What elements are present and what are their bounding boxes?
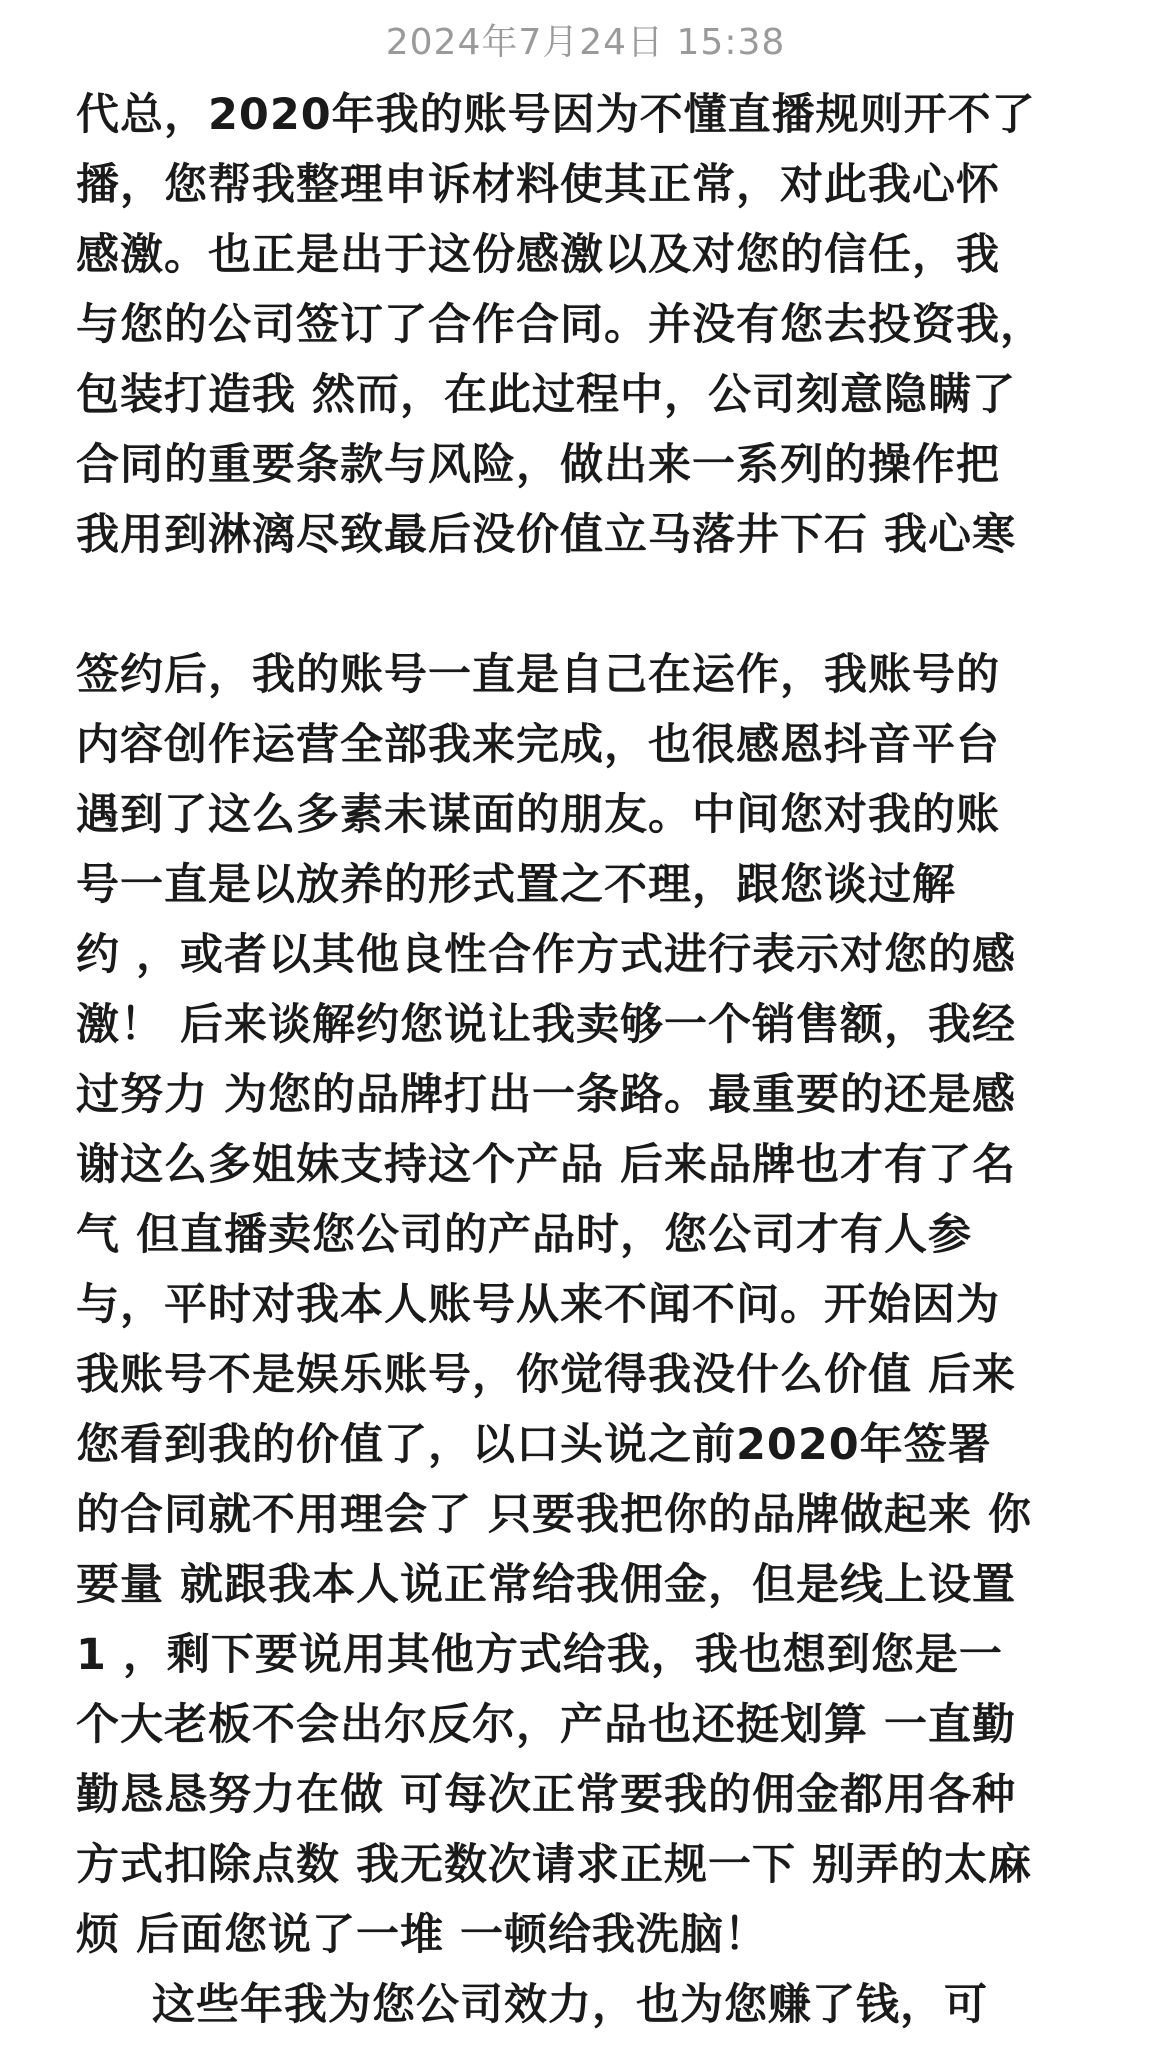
text-line: 合同的重要条款与风险，做出来一系列的操作把 [76, 440, 1000, 490]
text-line: 1 ，剩下要说用其他方式给我，我也想到您是一 [76, 1630, 1003, 1680]
text-line: 谢这么多姐妹支持这个产品 后来品牌也才有了名 [76, 1140, 1016, 1190]
text-line: 方式扣除点数 我无数次请求正规一下 别弄的太麻 [76, 1840, 1032, 1890]
text-line: 约 ，或者以其他良性合作方式进行表示对您的感 [76, 930, 1016, 980]
text-line: 气 但直播卖您公司的产品时，您公司才有人参 [76, 1210, 972, 1260]
text-line: 遇到了这么多素未谋面的朋友。中间您对我的账 [76, 790, 1000, 840]
text-line: 包装打造我 然而，在此过程中，公司刻意隐瞒了 [76, 370, 1016, 420]
text-line: 内容创作运营全部我来完成，也很感恩抖音平台 [76, 720, 1000, 770]
text-line: 勤恳恳努力在做 可每次正常要我的佣金都用各种 [76, 1770, 1016, 1820]
text-line: 代总，2020年我的账号因为不懂直播规则开不了 [76, 90, 1036, 140]
text-line: 个大老板不会出尔反尔，产品也还挺划算 一直勤 [76, 1700, 1016, 1750]
paragraph-1 [76, 80, 1106, 570]
text-line: 的合同就不用理会了 只要我把你的品牌做起来 你 [76, 1490, 1032, 1540]
text-line: 这些年我为您公司效力，也为您赚了钱，可 [152, 1980, 988, 2030]
paragraph-3 [76, 1970, 1106, 2040]
paragraph-spacer [76, 570, 1106, 640]
text-line: 您看到我的价值了，以口头说之前2020年签署 [76, 1420, 992, 1470]
text-line: 签约后，我的账号一直是自己在运作，我账号的 [76, 650, 1000, 700]
text-line: 号一直是以放养的形式置之不理，跟您谈过解 [76, 860, 956, 910]
text-line: 我用到淋漓尽致最后没价值立马落井下石 我心寒 [76, 510, 1016, 560]
text-line: 过努力 为您的品牌打出一条路。最重要的还是感 [76, 1070, 1016, 1120]
text-line: 要量 就跟我本人说正常给我佣金，但是线上设置 [76, 1560, 1016, 1610]
text-line: 感激。也正是出于这份感激以及对您的信任，我 [76, 230, 1000, 280]
message-timestamp: 2024年7月24日 15:38 [385, 22, 786, 63]
text-line: 烦 后面您说了一堆 一顿给我洗脑！ [76, 1910, 768, 1960]
text-line: 激！ 后来谈解约您说让我卖够一个销售额，我经 [76, 1000, 1016, 1050]
letter-body [76, 80, 1106, 2040]
text-line: 与您的公司签订了合作合同。并没有您去投资我， [76, 300, 1044, 350]
text-line: 与，平时对我本人账号从来不闻不问。开始因为 [76, 1280, 1000, 1330]
paragraph-2 [76, 640, 1106, 1970]
text-line: 我账号不是娱乐账号，你觉得我没什么价值 后来 [76, 1350, 1016, 1400]
text-line: 播，您帮我整理申诉材料使其正常，对此我心怀 [76, 160, 1000, 210]
